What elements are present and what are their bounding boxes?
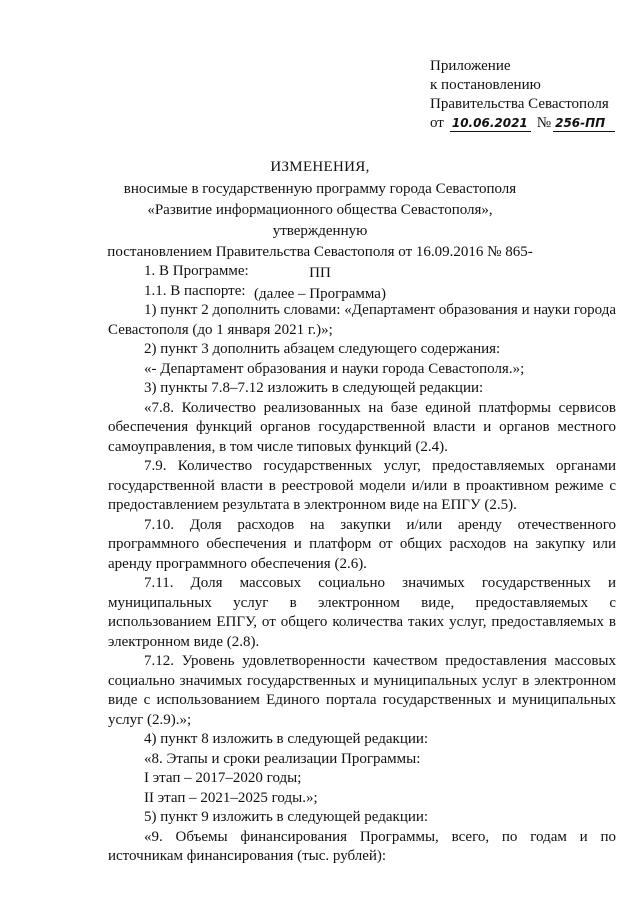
paragraph: 4) пункт 8 изложить в следующей редакции:	[144, 731, 429, 747]
title-line-4: (далее – Программа)	[254, 286, 386, 302]
appendix-line-3: Правительства Севастополя	[430, 96, 609, 112]
paragraph: 7.10. Доля расходов на закупки и/или аренду отечественного программного обеспечения и платформ от общих расходов на закупку или аренду программного обеспечения (2.6).	[108, 516, 616, 572]
paragraph: 7.11. Доля массовых социально значимых государственных и муниципальных услуг в электронном виде, предоставляемых с использованием ЕПГУ, от общего количества таких услуг, предоставляемых в электронном виде (2.8).	[108, 575, 616, 650]
number-label: №	[536, 115, 552, 131]
paragraph: 1.1. В паспорте:	[144, 282, 246, 299]
paragraph: 3) пункты 7.8–7.12 изложить в следующей редакции:	[144, 380, 484, 396]
handwritten-date: 10.06.2021	[450, 116, 531, 132]
paragraph: 7.12. Уровень удовлетворенности качеством предоставления массовых социально значимых государственных и муниципальных услуг в электронном виде с использованием Единого портала государственных и муниципальных услуг (2.9).»;	[108, 653, 616, 728]
paragraph: «8. Этапы и сроки реализации Программы:	[144, 750, 421, 767]
title-line-3: постановлением Правительства Севастополя от 16.09.2016 № 865-ПП	[107, 244, 533, 281]
paragraph: 7.9. Количество государственных услуг, предоставляемых органами государственной власти в реестровой модели и/или в проактивном режиме с предоставлением результата в электронном виде на ЕПГУ (2.5).	[108, 458, 616, 513]
appendix-block	[430, 57, 635, 133]
from-label: от	[430, 115, 444, 131]
paragraph: «7.8. Количество реализованных на базе единой платформы сервисов обеспечения функций органов государственной власти и органов местного самоуправления, в том числе типовых функций (2.4).	[108, 399, 616, 455]
handwritten-number: 256-ПП	[553, 116, 615, 132]
paragraph: «9. Объемы финансирования Программы, всего, по годам и по источникам финансирования (тыс. рублей):	[108, 828, 616, 864]
paragraph: «- Департамент образования и науки города Севастополя.»;	[144, 360, 525, 377]
title-line-1: вносимые в государственную программу города Севастополя	[123, 181, 517, 197]
appendix-line-2: к постановлению	[430, 77, 541, 93]
paragraph: I этап – 2017–2020 годы;	[144, 770, 302, 786]
paragraph: II этап – 2021–2025 годы.»;	[144, 789, 318, 806]
title-line-2: «Развитие информационного общества Севастополя», утвержденную	[147, 202, 493, 239]
title-heading: ИЗМЕНЕНИЯ,	[270, 159, 370, 175]
paragraph: 1. В Программе:	[144, 263, 249, 279]
appendix-signature-line	[430, 114, 635, 133]
paragraph: 1) пункт 2 дополнить словами: «Департамент образования и науки города Севастополя (до 1 января 2021 г.)»;	[108, 302, 616, 338]
appendix-line-1: Приложение	[430, 58, 511, 74]
document-body	[108, 262, 616, 867]
paragraph: 2) пункт 3 дополнить абзацем следующего содержания:	[144, 341, 501, 357]
paragraph: 5) пункт 9 изложить в следующей редакции:	[144, 809, 429, 825]
